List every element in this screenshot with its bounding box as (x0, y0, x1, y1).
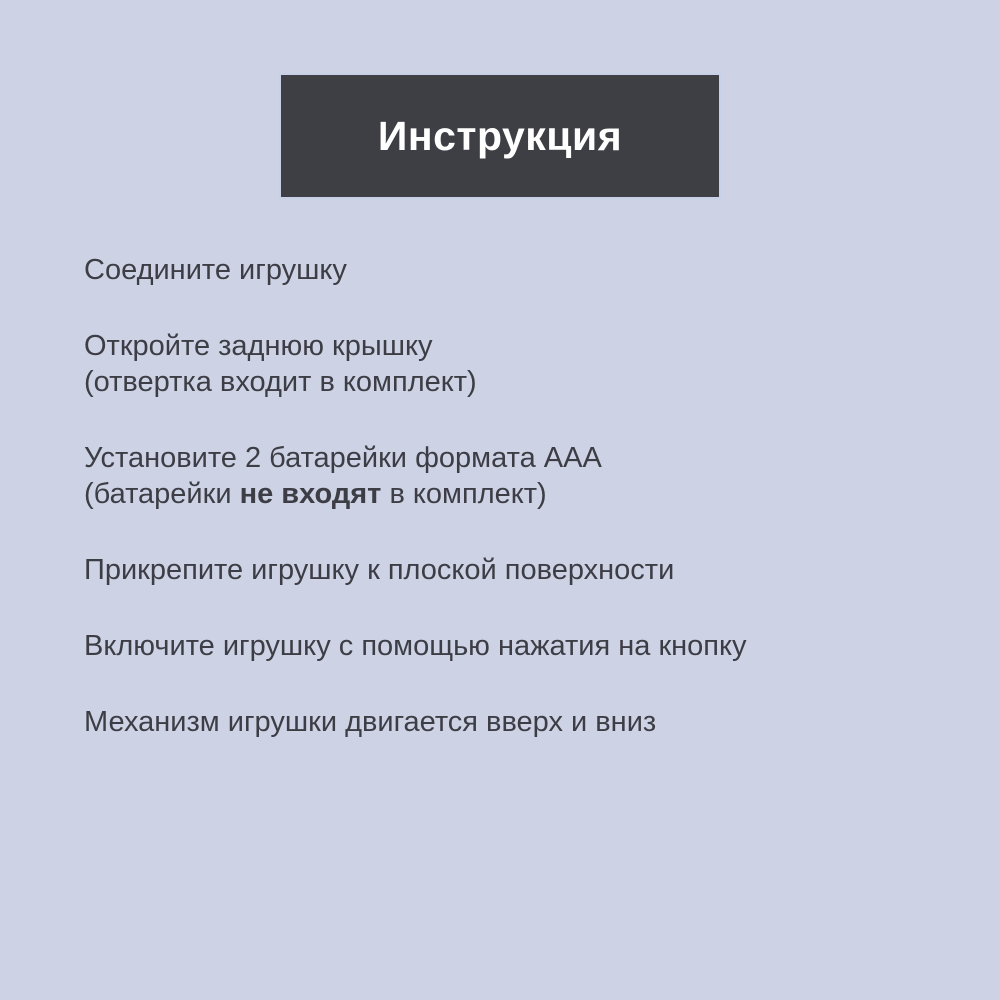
instruction-step-3 (84, 440, 964, 512)
step-5-text: Включите игрушку с помощью нажатия на кнопку (84, 630, 747, 662)
step-1-text: Соедините игрушку (84, 254, 347, 286)
step-2-text: Откройте заднюю крышку (84, 330, 433, 362)
step-3-note-post: в комплект) (381, 478, 547, 510)
instruction-step-1 (84, 252, 964, 288)
title-banner (281, 75, 719, 197)
instruction-step-4 (84, 552, 964, 588)
page-title: Инструкция (377, 112, 623, 159)
instruction-step-2 (84, 328, 964, 400)
instruction-list (84, 252, 964, 780)
step-3-text: Установите 2 батарейки формата ААА (84, 442, 602, 474)
step-3-note (84, 476, 964, 512)
step-3-note-emphasis: не входят (239, 478, 382, 510)
instruction-step-5 (84, 628, 964, 664)
step-6-text: Механизм игрушки двигается вверх и вниз (84, 706, 657, 738)
step-3-note-pre: (батарейки (84, 478, 240, 510)
instruction-step-6 (84, 704, 964, 740)
step-4-text: Прикрепите игрушку к плоской поверхности (84, 554, 675, 586)
step-2-note: (отвертка входит в комплект) (84, 366, 477, 398)
